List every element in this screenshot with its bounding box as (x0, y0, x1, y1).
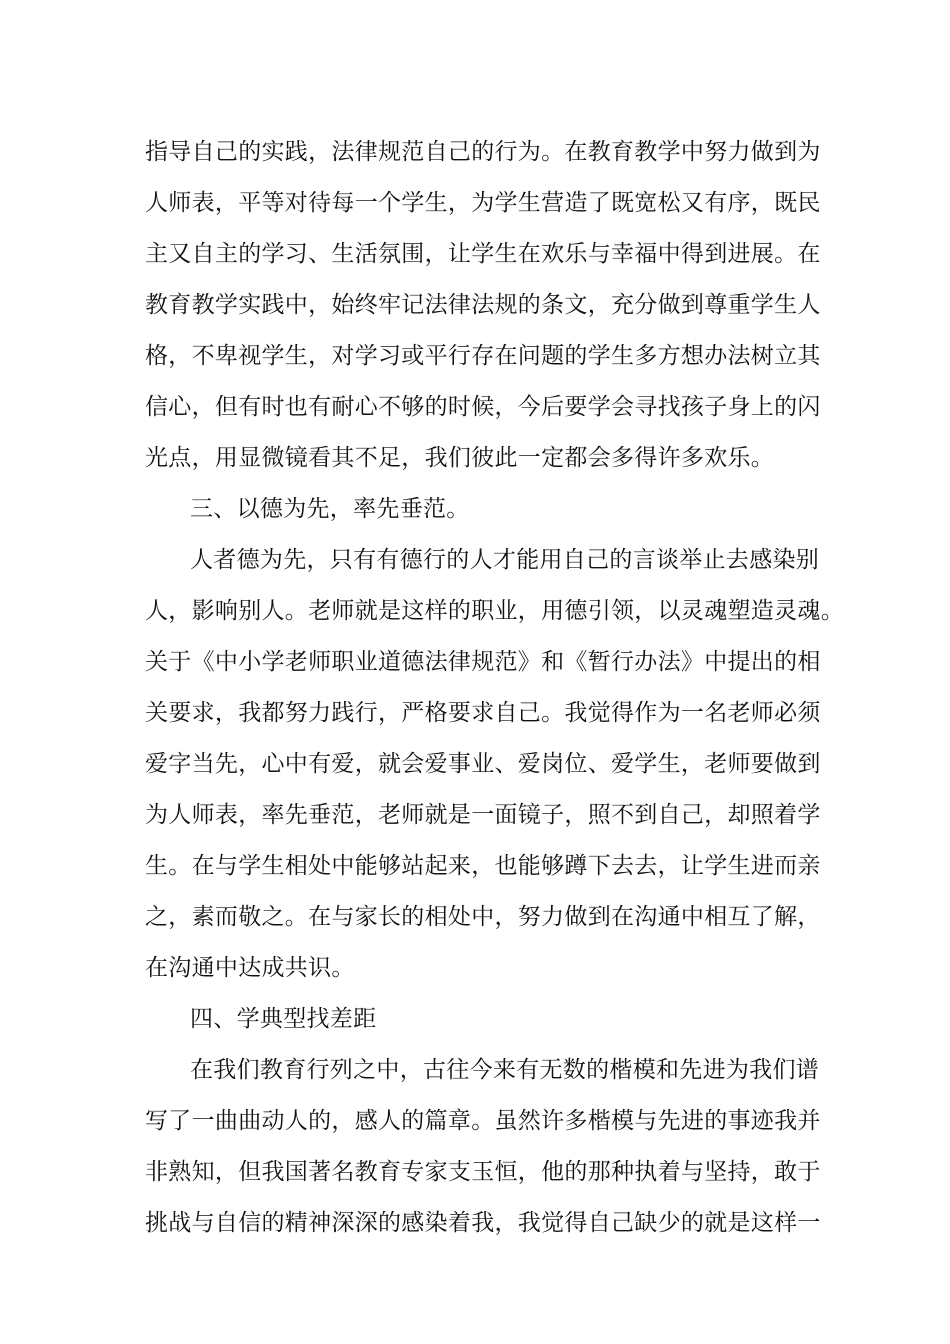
text-line: 写了一曲曲动人的，感人的篇章。虽然许多楷模与先进的事迹我并 (145, 1108, 821, 1134)
paragraph-start-line: 人者德为先，只有有德行的人才能用自己的言谈举止去感染别 (190, 547, 820, 573)
paragraph-start-line: 在我们教育行列之中，古往今来有无数的楷模和先进为我们谱 (190, 1057, 820, 1083)
text-line: 挑战与自信的精神深深的感染着我，我觉得自己缺少的就是这样一 (145, 1210, 821, 1236)
text-line: 主又自主的学习、生活氛围，让学生在欢乐与幸福中得到进展。在 (145, 241, 821, 267)
text-line: 人师表，平等对待每一个学生，为学生营造了既宽松又有序，既民 (145, 190, 821, 216)
text-line: 人，影响别人。老师就是这样的职业，用德引领，以灵魂塑造灵魂。 (145, 598, 844, 624)
text-line: 非熟知，但我国著名教育专家支玉恒，他的那种执着与坚持，敢于 (145, 1159, 821, 1185)
text-line: 教育教学实践中，始终牢记法律法规的条文，充分做到尊重学生人 (145, 292, 821, 318)
text-line: 关于《中小学老师职业道德法律规范》和《暂行办法》中提出的相 (145, 649, 821, 675)
section-heading: 三、以德为先，率先垂范。 (190, 496, 470, 522)
text-line: 之，素而敬之。在与家长的相处中，努力做到在沟通中相互了解， (145, 904, 821, 930)
text-line: 信心，但有时也有耐心不够的时候，今后要学会寻找孩子身上的闪 (145, 394, 821, 420)
text-line: 在沟通中达成共识。 (145, 955, 355, 981)
text-line: 爱字当先，心中有爱，就会爱事业、爱岗位、爱学生，老师要做到 (145, 751, 821, 777)
text-line: 光点，用显微镜看其不足，我们彼此一定都会多得许多欢乐。 (145, 445, 775, 471)
text-line: 为人师表，率先垂范，老师就是一面镜子，照不到自己，却照着学 (145, 802, 821, 828)
text-line: 生。在与学生相处中能够站起来，也能够蹲下去去，让学生进而亲 (145, 853, 821, 879)
text-line: 指导自己的实践，法律规范自己的行为。在教育教学中努力做到为 (145, 139, 821, 165)
text-line: 格，不卑视学生，对学习或平行存在问题的学生多方想办法树立其 (145, 343, 821, 369)
section-heading: 四、学典型找差距 (190, 1006, 377, 1032)
text-line: 关要求，我都努力践行，严格要求自己。我觉得作为一名老师必须 (145, 700, 821, 726)
